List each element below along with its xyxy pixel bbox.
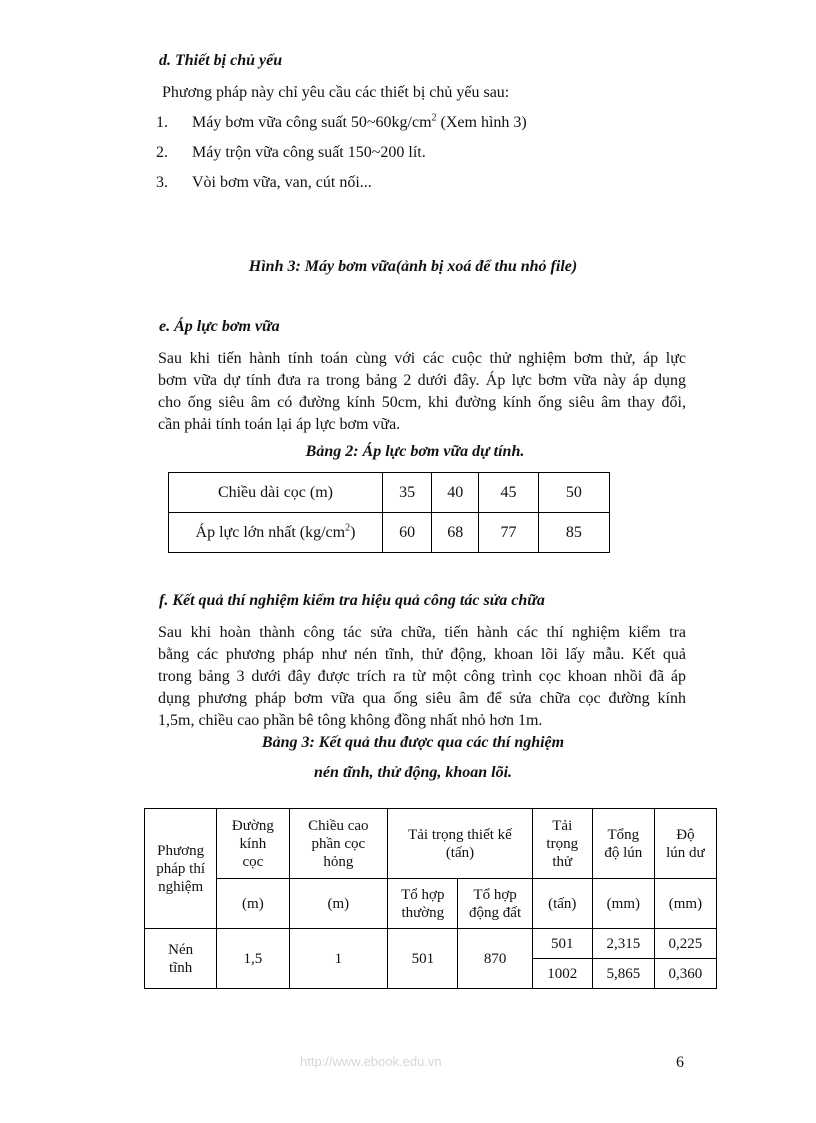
table2-cell: 50 [538, 473, 609, 513]
header-total-settlement: Tổng độ lún [592, 809, 654, 879]
paragraph-line: Sau khi tiến hành tính toán cùng với các cuộc thử nghiệm bơm thử, áp lực [158, 350, 686, 367]
unit-height: (m) [289, 879, 388, 929]
unit-test-load: (tấn) [532, 879, 592, 929]
header-method: Phương pháp thí nghiệm [145, 809, 217, 929]
superscript: 2 [431, 112, 437, 124]
table3 [144, 808, 717, 989]
paragraph-line: cho ống siêu âm có đường kính 50cm, khi đường kính ống siêu âm thay đổi, [158, 394, 686, 411]
cell-diameter: 1,5 [217, 929, 289, 989]
table2-cell: 68 [432, 513, 479, 553]
header-combo-earthquake: Tổ hợp động đất [458, 879, 532, 929]
table2-cell: 60 [382, 513, 431, 553]
cell-residual: 0,225 [654, 929, 716, 959]
cell-total: 5,865 [592, 959, 654, 989]
cell-method: Nén tĩnh [145, 929, 217, 989]
list-item [156, 112, 527, 134]
table2-cell: 45 [479, 473, 538, 513]
table2-cell: 40 [432, 473, 479, 513]
table2 [168, 472, 610, 553]
list-text-after: (Xem hình 3) [436, 114, 527, 131]
list-number: 1. [156, 114, 168, 131]
paragraph-line: bằng các phương pháp như nén tĩnh, thử động, khoan lõi lấy mẫu. Kết quả [158, 646, 686, 663]
section-f-heading: f. Kết quả thí nghiệm kiểm tra hiệu quả công tác sửa chữa [159, 592, 545, 609]
unit-total: (mm) [592, 879, 654, 929]
paragraph-line: bơm vữa dự tính đưa ra trong bảng 2 dưới đây. Áp lực bơm vữa này áp dụng [158, 372, 686, 389]
header-diameter: Đường kính cọc [217, 809, 289, 879]
list-text: Vòi bơm vữa, van, cút nối... [192, 174, 372, 191]
table3-caption-line1: Bảng 3: Kết quả thu được qua các thí nghiệm [261, 734, 565, 751]
list-text: Máy trộn vữa công suất 150~200 lít. [192, 144, 426, 161]
list-item [156, 142, 426, 164]
cell-test-load: 1002 [532, 959, 592, 989]
cell-height: 1 [289, 929, 388, 989]
table2-row1-label: Chiều dài cọc (m) [169, 473, 383, 513]
page-number: 6 [676, 1054, 684, 1071]
unit-residual: (mm) [654, 879, 716, 929]
unit-diameter: (m) [217, 879, 289, 929]
section-e-heading: e. Áp lực bơm vữa [159, 318, 280, 335]
section-d-intro: Phương pháp này chỉ yêu cầu các thiết bị chủ yếu sau: [162, 84, 510, 101]
paragraph-line: 1,5m, chiều cao phần bê tông không đồng nhất nhỏ hơn 1m. [158, 712, 543, 729]
table3-caption-line2: nén tĩnh, thử động, khoan lõi. [313, 764, 513, 781]
list-number: 2. [156, 144, 168, 161]
footer-url: http://www.ebook.edu.vn [300, 1054, 442, 1069]
list-number: 3. [156, 174, 168, 191]
paragraph-line: dụng phương pháp bơm vữa qua ống siêu âm để sửa chữa cọc đường kính [158, 690, 686, 707]
table2-row2-label: Áp lực lớn nhất $(kg/cm^2)$ [169, 513, 383, 553]
header-damaged-height: Chiều cao phần cọc hỏng [289, 809, 388, 879]
section-e-paragraph [158, 348, 686, 436]
header-residual-settlement: Độ lún dư [654, 809, 716, 879]
section-f-paragraph [158, 622, 686, 732]
cell-combo-normal: 501 [388, 929, 458, 989]
table2-cell: 85 [538, 513, 609, 553]
cell-combo-earthquake: 870 [458, 929, 532, 989]
cell-residual: 0,360 [654, 959, 716, 989]
list-item [156, 172, 372, 194]
table2-cell: 77 [479, 513, 538, 553]
paragraph-line: trong bảng 3 dưới đây được trích ra từ một công trình cọc khoan nhồi đã áp [158, 668, 686, 685]
table-row [145, 929, 717, 959]
section-d-heading: d. Thiết bị chủ yếu [159, 52, 283, 69]
figure-caption: Hình 3: Máy bơm vữa(ảnh bị xoá để thu nhỏ file) [248, 258, 578, 275]
header-test-load: Tải trọng thử [532, 809, 592, 879]
table2-cell: 35 [382, 473, 431, 513]
header-design-load: Tải trọng thiết kế (tấn) [388, 809, 533, 879]
paragraph-line: cần phải tính toán lại áp lực bơm vữa. [158, 416, 401, 433]
cell-total: 2,315 [592, 929, 654, 959]
table2-caption: Bảng 2: Áp lực bơm vữa dự tính. [305, 443, 525, 460]
cell-test-load: 501 [532, 929, 592, 959]
paragraph-line: Sau khi hoàn thành công tác sửa chữa, tiến hành các thí nghiệm kiểm tra [158, 624, 686, 641]
list-text: Máy bơm vữa công suất 50~60kg/cm [192, 114, 432, 131]
header-combo-normal: Tổ hợp thường [388, 879, 458, 929]
